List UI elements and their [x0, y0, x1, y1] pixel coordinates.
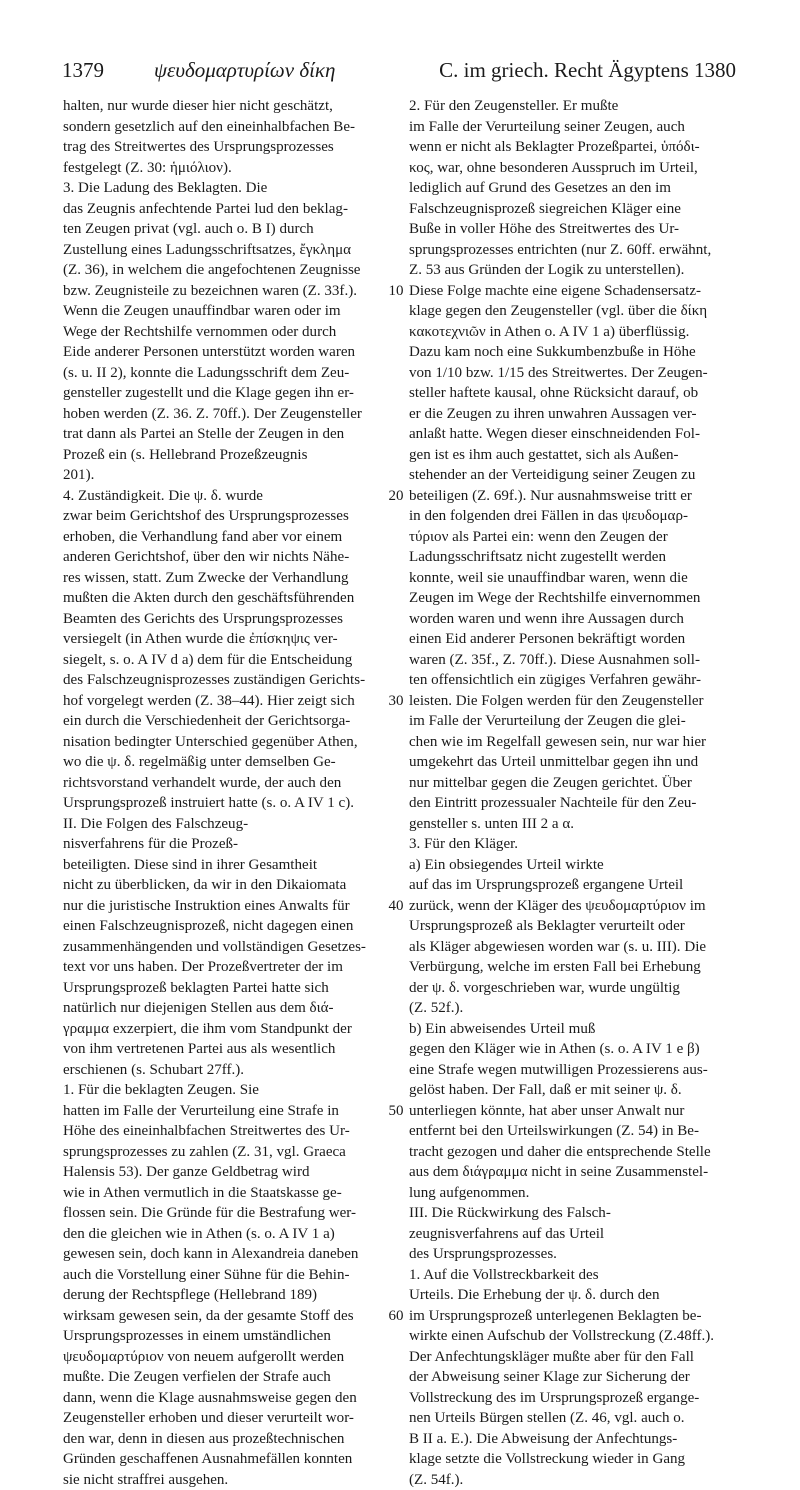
left-column-line: 3. Die Ladung des Beklagten. Die — [63, 178, 398, 199]
page-number-left: 1379 — [62, 58, 104, 83]
left-column-line: nisverfahrens für die Prozeß- — [63, 834, 398, 855]
right-column-line: aus dem διάγραμμα nicht in seine Zusammenstel- — [409, 1162, 744, 1183]
right-column-line: konnte, weil sie unauffindbar waren, wenn die — [409, 568, 744, 589]
running-head-right: C. im griech. Recht Ägyptens 1380 — [439, 58, 736, 83]
right-column-line: steller haftete kausal, ohne Rücksicht darauf, ob — [409, 383, 744, 404]
left-column-line: mußte. Die Zeugen verfielen der Strafe auch — [63, 1367, 398, 1388]
left-column-line: auch die Vorstellung einer Sühne für die Behin- — [63, 1265, 398, 1286]
right-column-line: zeugnisverfahrens auf das Urteil — [409, 1224, 744, 1245]
left-column-line: Ursprungsprozeß instruiert hatte (s. o. A IV 1 c). — [63, 793, 398, 814]
left-column-line: den die gleichen wie in Athen (s. o. A IV 1 a) — [63, 1224, 398, 1245]
right-column-line: stehender an der Verteidigung seiner Zeugen zu — [409, 465, 744, 486]
right-column-line: ten offensichtlich ein zügiges Verfahren gewähr- — [409, 670, 744, 691]
left-column-line: hof vorgelegt werden (Z. 38–44). Hier zeigt sich — [63, 691, 398, 712]
right-column-line: in den folgenden drei Fällen in das ψευδομαρ- — [409, 506, 744, 527]
left-column-line: von ihm vertretenen Partei aus als wesentlich — [63, 1039, 398, 1060]
left-column-line: Prozeß ein (s. Hellebrand Prozeßzeugnis — [63, 445, 398, 466]
left-column-line: Wenn die Zeugen unauffindbar waren oder im — [63, 301, 398, 322]
right-column-line: leisten. Die Folgen werden für den Zeugensteller — [409, 691, 744, 712]
left-column-line: siegelt, s. o. A IV d a) dem für die Entscheidung — [63, 650, 398, 671]
left-column-line: erschienen (s. Schubart 27ff.). — [63, 1060, 398, 1081]
right-column-line: 3. Für den Kläger. — [409, 834, 744, 855]
right-column-line: gen ist es ihm auch gestattet, sich als Außen- — [409, 445, 744, 466]
left-column-line: 1. Für die beklagten Zeugen. Sie — [63, 1080, 398, 1101]
right-column-line: nen Urteils Bürgen stellen (Z. 46, vgl. auch o. — [409, 1408, 744, 1429]
right-column-line: Ladungsschriftsatz nicht zugestellt werden — [409, 547, 744, 568]
right-column-line: eine Strafe wegen mutwilligen Prozessierens aus- — [409, 1060, 744, 1081]
right-column-line: gegen den Kläger wie in Athen (s. o. A IV 1 e β) — [409, 1039, 744, 1060]
left-column-line: das Zeugnis anfechtende Partei lud den beklag- — [63, 199, 398, 220]
left-column-line: dann, wenn die Klage ausnahmsweise gegen den — [63, 1388, 398, 1409]
left-column-line: Gründen geschaffenen Ausnahmefällen konnten — [63, 1449, 398, 1470]
right-column-line: Buße in voller Höhe des Streitwertes des Ur- — [409, 219, 744, 240]
left-column-line: text vor uns haben. Der Prozeßvertreter der im — [63, 957, 398, 978]
left-column-line: sie nicht straffrei ausgehen. — [63, 1470, 398, 1490]
right-column-line: der Abweisung seiner Klage zur Sicherung der — [409, 1367, 744, 1388]
right-column-line: Zeugen im Wege der Rechtshilfe einvernommen — [409, 588, 744, 609]
left-column-line: 4. Zuständigkeit. Die ψ. δ. wurde — [63, 486, 398, 507]
right-column-line: Dazu kam noch eine Sukkumbenzbuße in Höhe — [409, 342, 744, 363]
left-column-line: (Z. 36), in welchem die angefochtenen Zeugnisse — [63, 260, 398, 281]
left-column-line: (s. u. II 2), konnte die Ladungsschrift dem Zeu- — [63, 363, 398, 384]
left-column-line: 201). — [63, 465, 398, 486]
left-column-line: nur die juristische Instruktion eines Anwalts für — [63, 896, 398, 917]
right-column-line: wirkte einen Aufschub der Vollstreckung (Z.48ff.). — [409, 1326, 744, 1347]
left-column-line: hoben werden (Z. 36. Z. 70ff.). Der Zeugensteller — [63, 404, 398, 425]
line-number: 20 — [383, 486, 409, 507]
left-column-line: flossen sein. Die Gründe für die Bestrafung wer- — [63, 1203, 398, 1224]
right-column-line: b) Ein abweisendes Urteil muß — [409, 1019, 744, 1040]
right-column-line: Verbürgung, welche im ersten Fall bei Erhebung — [409, 957, 744, 978]
right-column-line: 2. Für den Zeugensteller. Er mußte — [409, 96, 744, 117]
left-column-line: einen Falschzeugnisprozeß, nicht dagegen einen — [63, 916, 398, 937]
left-column-line: wo die ψ. δ. regelmäßig unter demselben Ge- — [63, 752, 398, 773]
right-column-line: unterliegen könnte, hat aber unser Anwalt nur — [409, 1101, 744, 1122]
right-column-line: chen wie im Regelfall gewesen sein, nur war hier — [409, 732, 744, 753]
right-column-line: τύριον als Partei ein: wenn den Zeugen der — [409, 527, 744, 548]
right-column-line: von 1/10 bzw. 1/15 des Streitwertes. Der Zeugen- — [409, 363, 744, 384]
right-column-line: er die Zeugen zu ihren unwahren Aussagen ver- — [409, 404, 744, 425]
left-column-line: Höhe des eineinhalbfachen Streitwertes des Ur- — [63, 1121, 398, 1142]
left-column-line: γραμμα exzerpiert, die ihm vom Standpunkt der — [63, 1019, 398, 1040]
right-column-line: Diese Folge machte eine eigene Schadensersatz- — [409, 281, 744, 302]
left-column-line: des Falschzeugnisprozesses zuständigen Gerichts- — [63, 670, 398, 691]
left-column-line: nicht zu überblicken, da wir in den Dikaiomata — [63, 875, 398, 896]
left-column-line: Ursprungsprozesses in einem umständlichen — [63, 1326, 398, 1347]
left-column-line: zusammenhängenden und vollständigen Gesetzes- — [63, 937, 398, 958]
left-column-line: trag des Streitwertes des Ursprungsprozesses — [63, 137, 398, 158]
left-column-line: versiegelt (in Athen wurde die ἐπίσκηψις ver- — [63, 629, 398, 650]
right-column-line: beteiligen (Z. 69f.). Nur ausnahmsweise tritt er — [409, 486, 744, 507]
right-column-line: wenn er nicht als Beklagter Prozeßpartei, ὑπόδι- — [409, 137, 744, 158]
right-column-line: im Falle der Verurteilung seiner Zeugen, auch — [409, 117, 744, 138]
left-column-line: gewesen sein, doch kann in Alexandreia daneben — [63, 1244, 398, 1265]
right-column-line: der ψ. δ. vorgeschrieben war, wurde ungültig — [409, 978, 744, 999]
right-column-line: umgekehrt das Urteil unmittelbar gegen ihn und — [409, 752, 744, 773]
right-column — [409, 96, 744, 1490]
line-number: 40 — [383, 896, 409, 917]
left-column-line: bzw. Zeugnisteile zu bezeichnen waren (Z. 33f.). — [63, 281, 398, 302]
right-column-line: sprungsprozesses entrichten (nur Z. 60ff. erwähnt, — [409, 240, 744, 261]
right-column-line: III. Die Rückwirkung des Falsch- — [409, 1203, 744, 1224]
right-column-line: (Z. 54f.). — [409, 1470, 744, 1490]
right-column-line: nur mittelbar gegen die Zeugen gerichtet. Über — [409, 773, 744, 794]
left-column-line: hatten im Falle der Verurteilung eine Strafe in — [63, 1101, 398, 1122]
right-column-line: tracht gezogen und daher die entsprechende Stelle — [409, 1142, 744, 1163]
right-column-line: lediglich auf Grund des Gesetzes an den im — [409, 178, 744, 199]
right-column-line: zurück, wenn der Kläger des ψευδομαρτύριον im — [409, 896, 744, 917]
right-column-line: einen Eid anderer Personen bekräftigt worden — [409, 629, 744, 650]
line-number: 30 — [383, 691, 409, 712]
right-column-line: 1. Auf die Vollstreckbarkeit des — [409, 1265, 744, 1286]
left-column-line: richtsvorstand verhandelt wurde, der auch den — [63, 773, 398, 794]
left-column — [63, 96, 398, 1490]
left-column-line: Zustellung eines Ladungsschriftsatzes, ἔγκλημα — [63, 240, 398, 261]
right-column-line: a) Ein obsiegendes Urteil wirkte — [409, 855, 744, 876]
left-column-line: zwar beim Gerichtshof des Ursprungsprozesses — [63, 506, 398, 527]
left-column-line: wie in Athen vermutlich in die Staatskasse ge- — [63, 1183, 398, 1204]
right-column-line: entfernt bei den Urteilswirkungen (Z. 54) in Be- — [409, 1121, 744, 1142]
left-column-line: mußten die Akten durch den geschäftsführenden — [63, 588, 398, 609]
left-column-line: den war, denn in diesen aus prozeßtechnischen — [63, 1429, 398, 1450]
right-column-line: anlaßt hatte. Wegen dieser einschneidenden Fol- — [409, 424, 744, 445]
left-column-line: Beamten des Gerichts des Ursprungsprozesses — [63, 609, 398, 630]
right-column-line: gelöst haben. Der Fall, daß er mit seiner ψ. δ. — [409, 1080, 744, 1101]
left-column-line: nisation bedingter Unterschied gegenüber Athen, — [63, 732, 398, 753]
right-column-line: gensteller s. unten III 2 a α. — [409, 814, 744, 835]
left-column-line: erhoben, die Verhandlung fand aber vor einem — [63, 527, 398, 548]
left-column-line: ein durch die Verschiedenheit der Gerichtsorga- — [63, 711, 398, 732]
left-column-line: Ursprungsprozeß beklagten Partei hatte sich — [63, 978, 398, 999]
right-column-line: worden waren und wenn ihre Aussagen durch — [409, 609, 744, 630]
right-column-line: den Eintritt prozessualer Nachteile für den Zeu- — [409, 793, 744, 814]
left-column-line: ten Zeugen privat (vgl. auch o. B I) durch — [63, 219, 398, 240]
left-column-line: II. Die Folgen des Falschzeug- — [63, 814, 398, 835]
line-number: 60 — [383, 1306, 409, 1327]
left-column-line: derung der Rechtspflege (Hellebrand 189) — [63, 1285, 398, 1306]
left-column-line: Wege der Rechtshilfe vernommen oder durch — [63, 322, 398, 343]
right-column-line: lung aufgenommen. — [409, 1183, 744, 1204]
right-column-line: B II a. E.). Die Abweisung der Anfechtungs- — [409, 1429, 744, 1450]
left-column-line: Eide anderer Personen unterstützt worden waren — [63, 342, 398, 363]
page-header — [62, 58, 736, 92]
left-column-line: beteiligten. Diese sind in ihrer Gesamtheit — [63, 855, 398, 876]
left-column-line: anderen Gerichtshof, über den wir nichts Nähe- — [63, 547, 398, 568]
line-number: 10 — [383, 281, 409, 302]
left-column-line: ψευδομαρτύριον von neuem aufgerollt werden — [63, 1347, 398, 1368]
left-column-line: trat dann als Partei an Stelle der Zeugen in den — [63, 424, 398, 445]
left-column-line: Zeugensteller erhoben und dieser verurteilt wor- — [63, 1408, 398, 1429]
left-column-line: gensteller zugestellt und die Klage gegen ihn er- — [63, 383, 398, 404]
left-column-line: halten, nur wurde dieser hier nicht geschätzt, — [63, 96, 398, 117]
right-column-line: klage setzte die Vollstreckung wieder in Gang — [409, 1449, 744, 1470]
left-column-line: sprungsprozesses zu zahlen (Z. 31, vgl. Graeca — [63, 1142, 398, 1163]
left-column-line: Halensis 53). Der ganze Geldbetrag wird — [63, 1162, 398, 1183]
right-column-line: Z. 53 aus Gründen der Logik zu unterstellen). — [409, 260, 744, 281]
left-column-line: res wissen, statt. Zum Zwecke der Verhandlung — [63, 568, 398, 589]
right-column-line: κος, war, ohne besonderen Ausspruch im Urteil, — [409, 158, 744, 179]
running-title: ψευδομαρτυρίων δίκη — [154, 58, 335, 83]
right-column-line: als Kläger abgewiesen worden war (s. u. III). Die — [409, 937, 744, 958]
right-column-line: im Ursprungsprozeß unterlegenen Beklagten be- — [409, 1306, 744, 1327]
left-column-line: festgelegt (Z. 30: ἡμιόλιον). — [63, 158, 398, 179]
right-column-line: waren (Z. 35f., Z. 70ff.). Diese Ausnahmen soll- — [409, 650, 744, 671]
right-column-line: Falschzeugnisprozeß siegreichen Kläger eine — [409, 199, 744, 220]
right-column-line: klage gegen den Zeugensteller (vgl. über die δίκη — [409, 301, 744, 322]
left-column-line: natürlich nur diejenigen Stellen aus dem διά- — [63, 998, 398, 1019]
right-column-line: auf das im Ursprungsprozeß ergangene Urteil — [409, 875, 744, 896]
right-column-line: des Ursprungsprozesses. — [409, 1244, 744, 1265]
right-column-line: Ursprungsprozeß als Beklagter verurteilt oder — [409, 916, 744, 937]
right-column-line: Der Anfechtungskläger mußte aber für den Fall — [409, 1347, 744, 1368]
line-number: 50 — [383, 1101, 409, 1122]
left-column-line: sondern gesetzlich auf den eineinhalbfachen Be- — [63, 117, 398, 138]
right-column-line: Urteils. Die Erhebung der ψ. δ. durch den — [409, 1285, 744, 1306]
right-column-line: (Z. 52f.). — [409, 998, 744, 1019]
left-column-line: wirksam gewesen sein, da der gesamte Stoff des — [63, 1306, 398, 1327]
right-column-line: im Falle der Verurteilung der Zeugen die glei- — [409, 711, 744, 732]
right-column-line: κακοτεχνιῶν in Athen o. A IV 1 a) überflüssig. — [409, 322, 744, 343]
right-column-line: Vollstreckung des im Ursprungsprozeß ergange- — [409, 1388, 744, 1409]
